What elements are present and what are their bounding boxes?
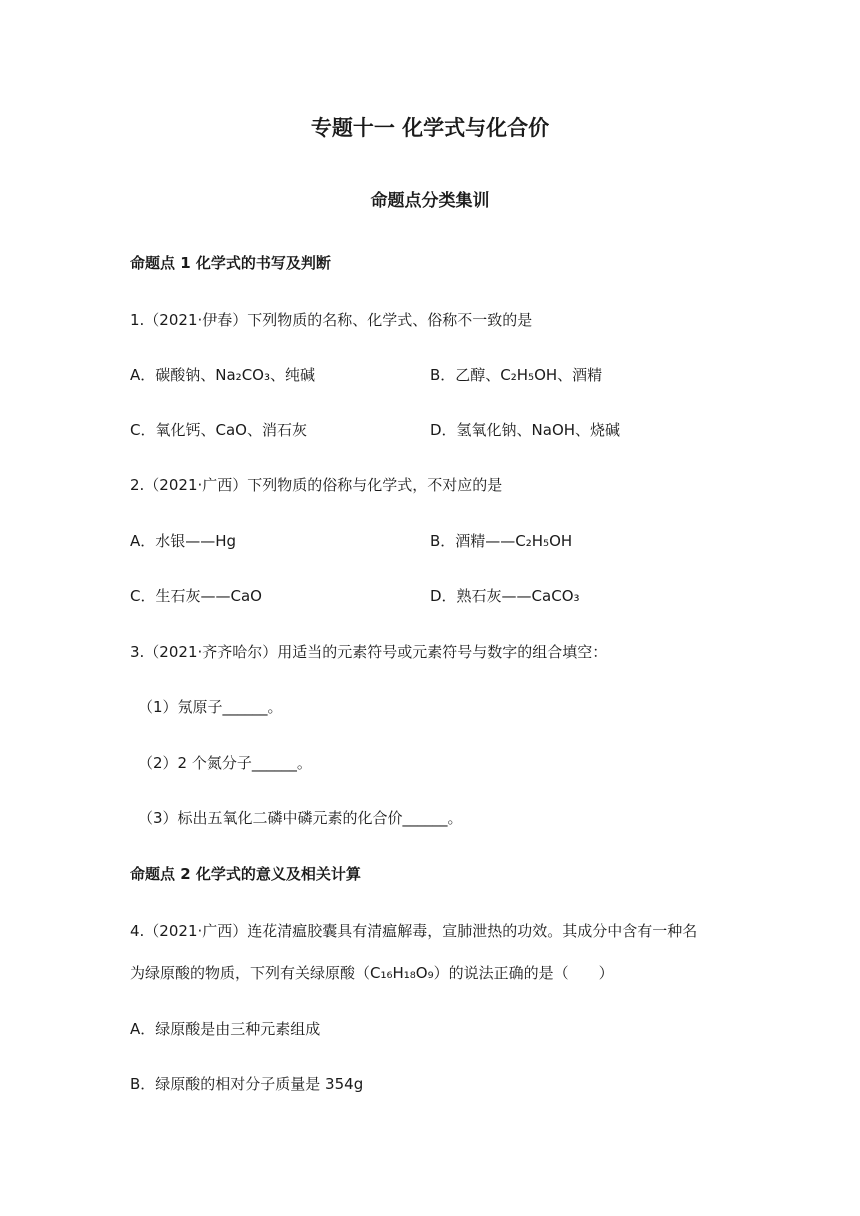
question-3-sub-3: （3）标出五氧化二磷中磷元素的化合价______。 — [138, 809, 463, 827]
question-1-option-d: D．氢氧化钠、NaOH、烧碱 — [430, 421, 621, 439]
question-2-option-a: A．水银——Hg — [130, 532, 237, 550]
question-4-stem-line-1: 4.（2021·广西）连花清瘟胶囊具有清瘟解毒，宣肺泄热的功效。其成分中含有一种名 — [130, 922, 698, 940]
question-2-stem: 2.（2021·广西）下列物质的俗称与化学式，不对应的是 — [130, 476, 503, 494]
question-1-option-c: C．氧化钙、CaO、消石灰 — [130, 421, 307, 439]
question-3-stem: 3.（2021·齐齐哈尔）用适当的元素符号或元素符号与数字的组合填空： — [130, 643, 608, 661]
question-4-option-b: B．绿原酸的相对分子质量是 354g — [130, 1075, 364, 1093]
question-1-option-a: A．碳酸钠、Na₂CO₃、纯碱 — [130, 366, 315, 384]
question-2-option-d: D．熟石灰——CaCO₃ — [430, 587, 580, 605]
section-heading-2: 命题点 2 化学式的意义及相关计算 — [130, 865, 361, 883]
question-1-option-b: B．乙醇、C₂H₅OH、酒精 — [430, 366, 603, 384]
question-2-option-c: C．生石灰——CaO — [130, 587, 262, 605]
question-4-stem-line-2: 为绿原酸的物质，下列有关绿原酸（C₁₆H₁₈O₉）的说法正确的是（ ） — [130, 964, 614, 982]
page-subtitle: 命题点分类集训 — [370, 191, 490, 211]
question-4-option-a: A．绿原酸是由三种元素组成 — [130, 1020, 321, 1038]
section-heading-1: 命题点 1 化学式的书写及判断 — [130, 254, 331, 272]
question-1-stem: 1.（2021·伊春）下列物质的名称、化学式、俗称不一致的是 — [130, 311, 533, 329]
page-title: 专题十一 化学式与化合价 — [310, 116, 550, 140]
question-2-option-b: B．酒精——C₂H₅OH — [430, 532, 573, 550]
question-3-sub-2: （2）2 个氮分子______。 — [138, 754, 312, 772]
question-3-sub-1: （1）氖原子______。 — [138, 698, 283, 716]
